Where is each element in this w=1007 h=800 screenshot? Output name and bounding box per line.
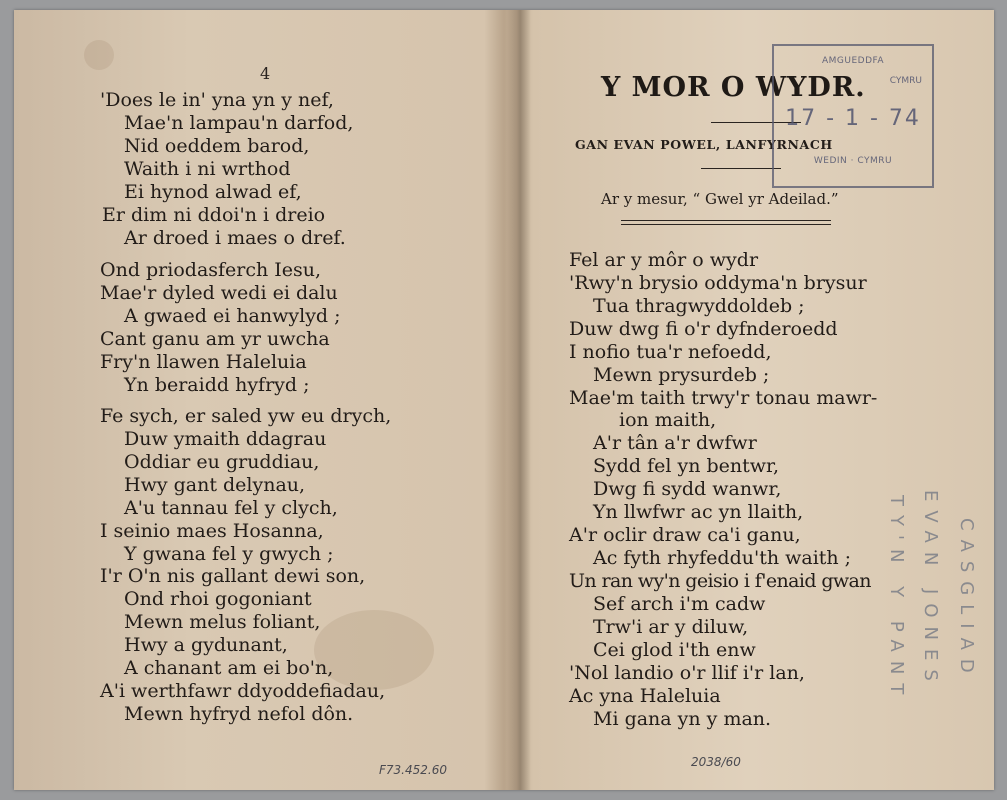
verse-line: Ac fyth rhyfeddu'th waith ;: [593, 547, 852, 569]
tune-line: Ar y mesur, “ Gwel yr Adeilad.”: [601, 190, 839, 208]
verse-line: Oddiar eu gruddiau,: [124, 451, 320, 473]
tune-rule-1: [621, 220, 831, 221]
verse-line: Sef arch i'm cadw: [593, 593, 766, 615]
verse-line: 'Does le in' yna yn y nef,: [100, 89, 334, 111]
museum-stamp: [772, 44, 934, 188]
verse-line: Nid oeddem barod,: [124, 135, 310, 157]
tune-rule-2: [621, 224, 831, 225]
verse-line: Fry'n llawen Haleluia: [100, 351, 307, 373]
verse-line: A chanant am ei bo'n,: [124, 657, 334, 679]
verse-line: Mae'r dyled wedi ei dalu: [100, 282, 338, 304]
verse-line: 'Nol landio o'r llif i'r lan,: [569, 662, 805, 684]
document-sheet: [14, 10, 994, 790]
verse-line: A'r tân a'r dwfwr: [593, 432, 757, 454]
verse-line: A'i werthfawr ddyoddefiadau,: [100, 680, 386, 702]
verse-line: Dwg fi sydd wanwr,: [593, 478, 782, 500]
page-number: 4: [260, 64, 271, 83]
verse-line: Ond priodasferch Iesu,: [100, 259, 322, 281]
verse-line: A gwaed ei hanwylyd ;: [124, 305, 341, 327]
verse-line: A'r oclir draw ca'i ganu,: [569, 524, 801, 546]
verse-line: Mae'm taith trwy'r tonau mawr-: [569, 387, 878, 409]
verse-line: Duw ymaith ddagrau: [124, 428, 327, 450]
verse-line: Ar droed i maes o dref.: [124, 227, 346, 249]
verse-line: I'r O'n nis gallant dewi son,: [100, 565, 366, 587]
poem-title: Y MOR O WYDR.: [601, 72, 866, 103]
verse-line: Tua thragwyddoldeb ;: [593, 295, 805, 317]
verse-line: Cant ganu am yr uwcha: [100, 328, 330, 350]
verse-line: Mewn prysurdeb ;: [593, 364, 770, 386]
verse-line: Mewn melus foliant,: [124, 611, 321, 633]
verse-line: Hwy a gydunant,: [124, 634, 288, 656]
verse-line: I seinio maes Hosanna,: [100, 520, 324, 542]
verse-line: Mae'n lampau'n darfod,: [124, 112, 354, 134]
verse-line: Trw'i ar y diluw,: [593, 616, 749, 638]
verse-line: Ond rhoi gogoniant: [124, 588, 312, 610]
stamp-date: 17 - 1 - 74: [785, 106, 921, 131]
verse-line: Y gwana fel y gwych ;: [124, 543, 334, 565]
collection-stamp-3: TY'N Y PANT: [886, 495, 907, 704]
verse-line: Fe sych, er saled yw eu drych,: [100, 405, 392, 427]
collection-stamp-1: CASGLIAD: [956, 518, 977, 682]
verse-line: Ac yna Haleluia: [569, 685, 721, 707]
verse-line: 'Rwy'n brysio oddyma'n brysur: [569, 272, 867, 294]
author-rule: [701, 168, 781, 169]
verse-line: Waith i ni wrthod: [124, 158, 291, 180]
center-fold: [507, 10, 531, 790]
verse-line: ion maith,: [619, 409, 717, 431]
stamp-top-text: AMGUEDDFA: [821, 56, 885, 66]
verse-line: Sydd fel yn bentwr,: [593, 455, 780, 477]
verse-line: Un ran wy'n geisio i f'enaid gwan: [569, 570, 871, 592]
stamp-cymru-text: CYMRU: [889, 76, 922, 86]
left-page: [14, 10, 507, 790]
verse-line: Ei hynod alwad ef,: [124, 181, 302, 203]
verse-line: Fel ar y môr o wydr: [569, 249, 759, 271]
verse-line: A'u tannau fel y clych,: [124, 497, 338, 519]
verse-line: Mewn hyfryd nefol dôn.: [124, 703, 354, 725]
verse-line: Cei glod i'th enw: [593, 639, 756, 661]
verse-line: Yn llwfwr ac yn llaith,: [593, 501, 804, 523]
verse-line: Yn beraidd hyfryd ;: [124, 374, 310, 396]
archive-number-right: 2038/60: [691, 755, 741, 769]
collection-stamp-2: EVAN JONES: [920, 490, 941, 690]
author-line: GAN EVAN POWEL, LANFYRNACH: [575, 137, 833, 152]
verse-line: Er dim ni ddoi'n i dreio: [102, 204, 326, 226]
archive-number-left: F73.452.60: [379, 763, 447, 777]
stamp-bottom-text: WEDIN · CYMRU: [813, 156, 893, 166]
verse-line: Hwy gant delynau,: [124, 474, 306, 496]
verse-line: Mi gana yn y man.: [593, 708, 772, 730]
verse-line: Duw dwg fi o'r dyfnderoedd: [569, 318, 838, 340]
verse-line: I nofio tua'r nefoedd,: [569, 341, 772, 363]
